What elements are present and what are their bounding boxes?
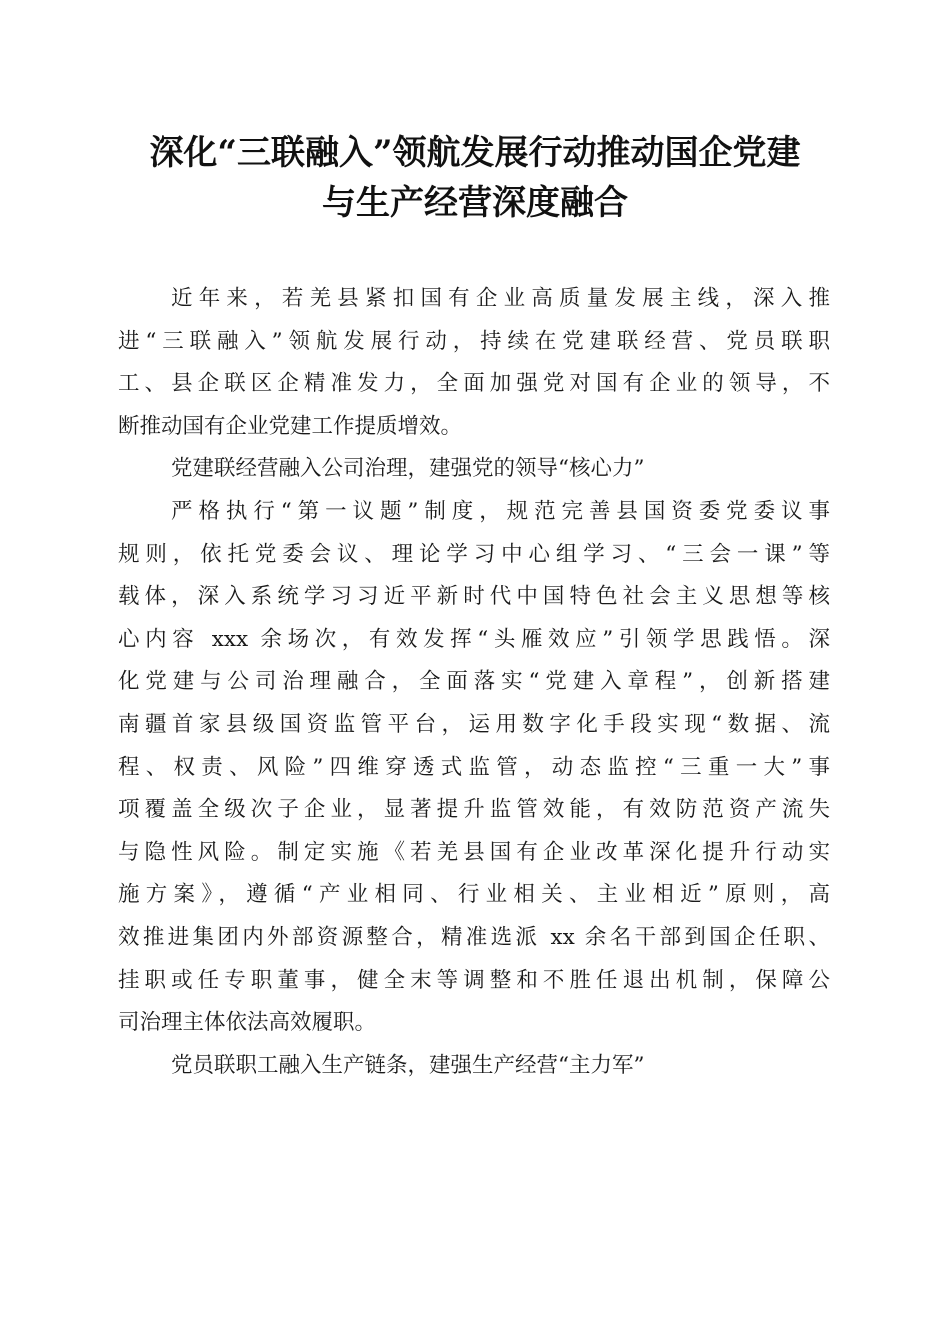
text-line: 与隐性风险。制定实施《若羌县国有企业改革深化提升行动实 [118, 839, 830, 865]
paragraph-governance [118, 491, 830, 1045]
section-heading [118, 448, 830, 491]
title-line: 深化“三联融入”领航发展行动推动国企党建 [149, 133, 801, 173]
text-line: 载体，深入系统学习习近平新时代中国特色社会主义思想等核 [118, 584, 830, 610]
text-line: 项覆盖全级次子企业，显著提升监管效能，有效防范资产流失 [118, 797, 830, 823]
text-line: 严格执行“第一议题”制度，规范完善县国资委党委议事 [171, 498, 830, 524]
text-line: 工、县企联区企精准发力，全面加强党对国有企业的领导，不 [118, 371, 830, 397]
title-line: 与生产经营深度融合 [322, 183, 628, 223]
text-line: 效推进集团内外部资源整合，精准选派 xx 余名干部到国企任职、 [118, 924, 830, 950]
text-line: 心内容 xxx 余场次，有效发挥“头雁效应”引领学思践悟。深 [118, 626, 830, 652]
text-line: 施方案》，遵循“产业相同、行业相关、主业相近”原则，高 [118, 882, 830, 908]
text-line: 断推动国有企业党建工作提质增效。 [118, 413, 463, 439]
text-line: 化党建与公司治理融合，全面落实“党建入章程”，创新搭建 [118, 669, 830, 695]
text-line: 南疆首家县级国资监管平台，运用数字化手段实现“数据、流 [118, 711, 830, 737]
document-title [100, 128, 850, 228]
text-line: 程、权责、风险”四维穿透式监管，动态监控“三重一大”事 [118, 754, 830, 780]
document-body [118, 278, 830, 1087]
text-line: 近年来，若羌县紧扣国有企业高质量发展主线，深入推 [171, 286, 830, 311]
text-line: 党员联职工融入生产链条，建强生产经营“主力军” [171, 1052, 645, 1078]
paragraph-intro [118, 278, 830, 448]
section-heading [118, 1045, 830, 1088]
text-line: 挂职或任专职董事，健全末等调整和不胜任退出机制，保障公 [118, 967, 830, 993]
text-line: 司治理主体依法高效履职。 [118, 1010, 377, 1036]
text-line: 进“三联融入”领航发展行动，持续在党建联经营、党员联职 [118, 328, 830, 354]
text-line: 规则，依托党委会议、理论学习中心组学习、“三会一课”等 [118, 541, 830, 567]
text-line: 党建联经营融入公司治理，建强党的领导“核心力” [171, 456, 645, 482]
